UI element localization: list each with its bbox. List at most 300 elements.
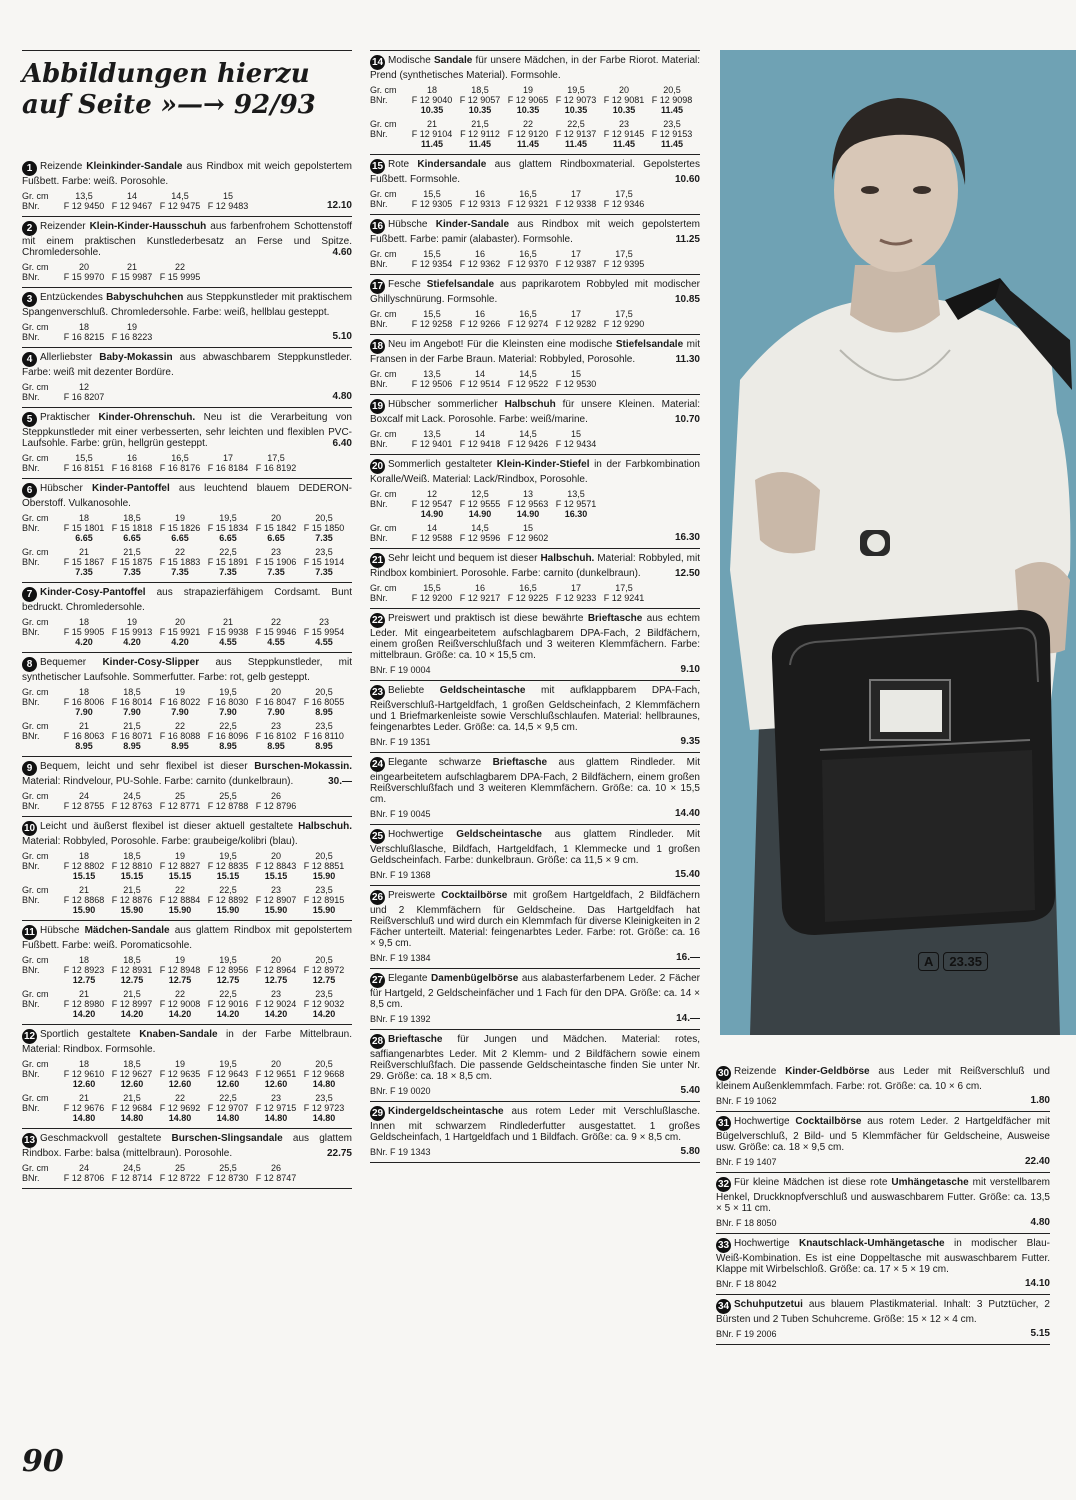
catalog-entry: [22, 1025, 352, 1129]
order-number-row: [22, 523, 352, 533]
size-table: [370, 369, 700, 389]
product-name: Geldscheintasche: [439, 685, 526, 696]
order-number: F 12 8980: [63, 999, 105, 1009]
size-price: 14.20: [264, 1009, 288, 1019]
description-prefix: Bequem, leicht und sehr flexibel ist dieser: [40, 761, 255, 772]
catalog-entry: [716, 1062, 1050, 1112]
order-number: F 16 8110: [304, 731, 344, 741]
size-value: 19: [126, 617, 137, 627]
order-number: F 16 8102: [255, 731, 297, 741]
size-value: 18,5: [123, 687, 141, 697]
order-number: F 16 8022: [159, 697, 201, 707]
size-price: 14.80: [120, 1113, 144, 1123]
order-number: F 12 9530: [555, 379, 597, 389]
order-number: F 15 1914: [303, 557, 345, 567]
size-price: 15.90: [264, 905, 288, 915]
description-text: aus glattem Rindbox mit gepolstertem Fußbett. Farbe: weiß. Poromaticsohle.: [22, 925, 352, 951]
order-number: F 12 9258: [411, 319, 453, 329]
size-label: Gr. cm: [22, 1059, 49, 1069]
order-number: F 12 8722: [159, 1173, 201, 1183]
size-value: 22: [174, 547, 185, 557]
size-table: [22, 547, 352, 577]
size-row: [370, 489, 700, 499]
item-number-badge: 12: [23, 1031, 36, 1042]
order-number: F 12 8964: [255, 965, 297, 975]
product-name: Brieftasche: [388, 1034, 443, 1045]
order-number: BNr. F 19 1062: [716, 1096, 777, 1106]
order-number: F 12 8835: [207, 861, 249, 871]
size-value: 22: [174, 721, 185, 731]
item-number-badge: 5: [22, 412, 37, 427]
size-table: [22, 687, 352, 717]
price-row: [22, 1113, 352, 1123]
order-number: F 12 9104: [411, 129, 453, 139]
order-line: [370, 665, 700, 675]
order-number: F 12 8843: [255, 861, 297, 871]
entry-description: [370, 890, 700, 949]
size-price: 15.90: [120, 905, 144, 915]
product-name: Brieftasche: [587, 613, 643, 624]
order-number-label: BNr.: [22, 731, 40, 741]
size-row: [22, 513, 352, 523]
entry-description: [22, 1029, 352, 1055]
size-value: 16: [474, 309, 485, 319]
product-name: Brieftasche: [492, 757, 548, 768]
order-number-row: [370, 379, 700, 389]
size-price: 6.65: [267, 533, 285, 543]
size-value: 23,5: [315, 1093, 333, 1103]
description-prefix: Preiswerte: [388, 890, 442, 901]
size-price: 7.90: [267, 707, 285, 717]
description-text: in der Farbe Mittelbraun. Material: Rindbox. Formsohle.: [22, 1029, 353, 1055]
price-row-spacer: [22, 1079, 60, 1089]
description-prefix: Sportlich gestaltete: [40, 1029, 140, 1040]
size-label: Gr. cm: [22, 382, 49, 392]
order-number: F 12 9370: [507, 259, 549, 269]
size-value: 21,5: [123, 547, 141, 557]
order-number: F 16 8192: [255, 463, 297, 473]
size-price: 7.90: [123, 707, 141, 717]
order-number: F 12 9668: [303, 1069, 345, 1079]
item-number-badge: 32: [717, 1179, 730, 1190]
price: 10.60: [674, 174, 700, 185]
order-number: F 12 8923: [63, 965, 105, 975]
size-row: [22, 547, 352, 557]
order-number: F 15 1801: [63, 523, 105, 533]
size-value: 22: [270, 617, 281, 627]
size-price: 14.80: [72, 1113, 96, 1123]
order-number: F 12 8851: [303, 861, 345, 871]
description-prefix: Reizende: [40, 161, 87, 172]
product-name: Kindersandale: [417, 159, 487, 170]
size-value: 19: [174, 955, 185, 965]
item-number-badge: 17: [371, 281, 384, 292]
product-name: Sandale: [433, 55, 473, 66]
size-value: 12: [426, 489, 437, 499]
order-number: F 12 8915: [303, 895, 345, 905]
order-number: F 16 8071: [111, 731, 153, 741]
order-number-row: [22, 1173, 352, 1183]
size-label: Gr. cm: [370, 523, 397, 533]
order-line: [370, 1014, 700, 1024]
size-value: 22: [522, 119, 533, 129]
size-table: [22, 989, 352, 1019]
size-label: Gr. cm: [22, 687, 49, 697]
size-value: 18: [78, 851, 89, 861]
size-price: 7.35: [171, 567, 189, 577]
heading-pages: 92/93: [233, 90, 316, 120]
product-name: Burschen-Mokassin.: [254, 761, 352, 772]
size-table: [22, 721, 352, 751]
price: 11.25: [675, 234, 700, 245]
size-price: 15.15: [120, 871, 144, 881]
price: 1.80: [1030, 1096, 1050, 1106]
size-value: 19,5: [567, 85, 585, 95]
size-price: 14.80: [168, 1113, 192, 1123]
order-number-label: BNr.: [22, 523, 40, 533]
order-number-label: BNr.: [22, 1103, 40, 1113]
size-row: [22, 453, 352, 463]
description-prefix: Reizender: [40, 221, 90, 232]
size-value: 18: [78, 955, 89, 965]
price-row: [22, 707, 352, 717]
order-number-row: [22, 965, 352, 975]
size-value: 18: [78, 513, 89, 523]
order-number: F 12 9290: [603, 319, 645, 329]
product-name: Cocktailbörse: [441, 890, 508, 901]
size-value: 22,5: [219, 885, 237, 895]
order-number: F 12 9676: [63, 1103, 105, 1113]
size-value: 13,5: [567, 489, 585, 499]
order-number: F 12 9233: [555, 593, 597, 603]
description-prefix: Beliebte: [388, 685, 440, 696]
order-number-row: [22, 557, 352, 567]
size-price: 15.15: [72, 871, 96, 881]
order-number-label: BNr.: [370, 499, 388, 509]
description-prefix: Bequemer: [40, 657, 103, 668]
size-value: 12: [78, 382, 89, 392]
size-price: 7.90: [219, 707, 237, 717]
order-number-row: [370, 95, 700, 105]
price: 10.85: [674, 294, 700, 305]
size-label: Gr. cm: [370, 309, 397, 319]
size-row: [370, 309, 700, 319]
size-table: [370, 85, 700, 115]
size-price: 14.80: [312, 1079, 336, 1089]
size-price: 4.55: [315, 637, 333, 647]
size-value: 23: [270, 885, 281, 895]
size-table: [22, 382, 352, 402]
item-number-badge: 14: [371, 57, 384, 68]
order-number: F 15 1818: [111, 523, 153, 533]
order-number: F 16 8184: [207, 463, 249, 473]
size-table: [370, 249, 700, 269]
order-number: F 12 9395: [603, 259, 645, 269]
size-row: [22, 1059, 352, 1069]
order-number: F 12 8763: [111, 801, 153, 811]
order-number: F 16 8047: [255, 697, 297, 707]
size-price: 12.75: [168, 975, 192, 985]
size-price: 6.65: [75, 533, 93, 543]
size-price: 10.35: [612, 105, 636, 115]
size-row: [370, 85, 700, 95]
description-prefix: Hochwertige: [734, 1116, 796, 1127]
size-price: 14.80: [264, 1113, 288, 1123]
size-price: 10.35: [468, 105, 492, 115]
product-name: Kinder-Pantoffel: [91, 483, 170, 494]
order-number-label: BNr.: [370, 593, 388, 603]
order-line: [370, 1147, 700, 1157]
size-value: 17: [222, 453, 233, 463]
size-row: [22, 955, 352, 965]
size-value: 25: [174, 1163, 185, 1173]
size-value: 20,5: [315, 851, 333, 861]
order-number: F 12 9153: [651, 129, 693, 139]
order-number-row: [22, 1069, 352, 1079]
price: 14.—: [676, 1014, 700, 1024]
entry-description: [370, 459, 700, 485]
order-line: [716, 1096, 1050, 1106]
order-number: F 12 8802: [63, 861, 105, 871]
order-number: F 12 9522: [507, 379, 549, 389]
size-row: [22, 322, 352, 332]
product-name: Kinder-Geldbörse: [785, 1066, 870, 1077]
size-value: 22,5: [219, 547, 237, 557]
size-value: 25,5: [219, 1163, 237, 1173]
size-row: [370, 583, 700, 593]
order-number-label: BNr.: [22, 1069, 40, 1079]
order-number: F 12 9602: [507, 533, 549, 543]
description-prefix: Elegante schwarze: [388, 757, 493, 768]
description-prefix: Modische: [388, 55, 434, 66]
description-prefix: Geschmackvoll gestaltete: [40, 1133, 172, 1144]
price: 4.60: [332, 247, 352, 258]
heading-text: auf Seite: [22, 90, 152, 120]
size-value: 24,5: [123, 1163, 141, 1173]
price-row: [370, 139, 700, 149]
size-value: 22,5: [219, 721, 237, 731]
size-value: 15: [222, 191, 233, 201]
description-text: Material: Robbyled, mit Rindbox kombiniert. Porosohle. Farbe: carnito (dunkelbraun).: [370, 553, 700, 579]
order-number: F 12 8788: [207, 801, 249, 811]
size-value: 21,5: [471, 119, 489, 129]
size-price: 14.90: [420, 509, 444, 519]
size-value: 16: [474, 189, 485, 199]
size-value: 22: [174, 1093, 185, 1103]
size-row: [22, 721, 352, 731]
size-value: 15,5: [423, 249, 441, 259]
description-prefix: Sommerlich gestalteter: [388, 459, 497, 470]
catalog-entry: [370, 1030, 700, 1102]
size-value: 21: [78, 989, 89, 999]
order-number-row: [22, 201, 352, 211]
size-price: 11.45: [660, 139, 684, 149]
order-number: F 15 1842: [255, 523, 297, 533]
catalog-column-middle: [370, 50, 700, 1163]
description-text: in modischer Blau-Weiß-Kombination. Es ist eine Doppeltasche mit auswaschbarem Futter. Klappe mit Wirbelschloß. Größe: ca. 17 × 5 × 19 cm.: [716, 1238, 1050, 1275]
description-text: aus Rindbox mit weich gepolstertem Fußbett. Farbe: pamir (alabaster). Formsohle.: [370, 219, 700, 245]
description-prefix: Neu im Angebot! Für die Kleinsten eine modische: [388, 339, 616, 350]
order-number: F 15 1834: [207, 523, 249, 533]
size-price: 14.80: [216, 1113, 240, 1123]
size-value: 18,5: [471, 85, 489, 95]
size-value: 19,5: [219, 513, 237, 523]
size-value: 21,5: [123, 989, 141, 999]
description-prefix: Hübsche: [388, 219, 436, 230]
order-number-row: [22, 999, 352, 1009]
order-number-row: [22, 463, 352, 473]
entry-description: [716, 1177, 1050, 1214]
product-photo-young-man-with-shoulder-bag: [720, 50, 1076, 1035]
size-value: 21: [78, 547, 89, 557]
catalog-entry: [22, 217, 352, 288]
size-price: 4.20: [75, 637, 93, 647]
order-number-label: BNr.: [370, 439, 388, 449]
catalog-entry: [716, 1234, 1050, 1295]
photo-illustration: [720, 50, 1076, 1035]
size-value: 20: [618, 85, 629, 95]
order-number-label: BNr.: [370, 319, 388, 329]
size-price: 11.45: [468, 139, 492, 149]
order-number: F 12 9137: [555, 129, 597, 139]
product-name: Halbschuh.: [540, 553, 595, 564]
size-value: 16,5: [519, 583, 537, 593]
size-price: 8.95: [171, 741, 189, 751]
order-number: F 12 9225: [507, 593, 549, 603]
size-value: 15,5: [423, 189, 441, 199]
size-price: 7.90: [75, 707, 93, 717]
size-row: [22, 191, 352, 201]
description-text: für unsere Kleinen. Material: Boxcalf mit Lack. Porosohle. Farbe: weiß/marine.: [370, 399, 700, 425]
price-row: [22, 1009, 352, 1019]
description-text: aus glattem Rindleder. Mit Verschlußlasche, Bildfach, Hartgeldfach, 1 Klemmecke und 1 großen Geldscheinfach. Farbe: dunkelbraun. Größe: ca 11,5 × 9 cm.: [370, 829, 701, 866]
order-number: F 12 9282: [555, 319, 597, 329]
product-name: Knaben-Sandale: [139, 1029, 218, 1040]
size-price: 12.75: [312, 975, 336, 985]
page-number: 90: [22, 1444, 64, 1479]
description-text: aus rotem Leder mit Verschlußlasche. Innen mit schwarzem Rindlederfutter ausgestattet. 1 großes Geldscheinfach, 1 Hartgeldfach und 1 Bildfach. Größe: ca. 9 × 8,5 cm.: [370, 1106, 700, 1143]
product-name: Stiefelsandale: [426, 279, 495, 290]
entry-description: [22, 221, 352, 258]
item-number-badge: 25: [371, 831, 384, 842]
description-prefix: Fesche: [388, 279, 427, 290]
size-value: 23: [318, 617, 329, 627]
size-value: 21: [78, 1093, 89, 1103]
price: 10.70: [674, 414, 700, 425]
size-value: 18,5: [123, 513, 141, 523]
order-number-row: [22, 627, 352, 637]
order-number-label: BNr.: [370, 199, 388, 209]
order-number: BNr. F 19 2006: [716, 1329, 777, 1339]
size-price: 15.15: [168, 871, 192, 881]
entry-description: [370, 613, 700, 661]
price-row: [22, 741, 352, 751]
size-price: 4.55: [267, 637, 285, 647]
description-text: aus alabasterfarbenem Leder. 2 Fächer für Hartgeld, 2 Geldscheinfächer und 1 Fach für den DPA. Größe: ca. 14 × 8,5 cm.: [370, 973, 700, 1010]
catalog-entry: [370, 155, 700, 215]
size-label: Gr. cm: [370, 583, 397, 593]
order-number-label: BNr.: [22, 272, 40, 282]
size-label: Gr. cm: [22, 1163, 49, 1173]
order-number: F 12 9643: [207, 1069, 249, 1079]
description-prefix: Hübscher: [40, 483, 92, 494]
size-value: 25: [174, 791, 185, 801]
size-value: 17,5: [267, 453, 285, 463]
order-line: [370, 870, 700, 880]
size-row: [370, 369, 700, 379]
description-text: Material: Rindvelour, PU-Sohle. Farbe: carnito (dunkelbraun).: [22, 776, 294, 787]
size-value: 17,5: [615, 249, 633, 259]
order-number: F 12 8868: [63, 895, 105, 905]
product-name: Umhängetasche: [891, 1177, 969, 1188]
order-number: F 16 8030: [207, 697, 249, 707]
size-value: 19: [174, 513, 185, 523]
order-number: F 16 8088: [159, 731, 201, 741]
order-number: F 15 9921: [159, 627, 201, 637]
order-number: BNr. F 19 0045: [370, 809, 431, 819]
size-table: [22, 851, 352, 881]
catalog-entry: [370, 886, 700, 969]
product-name: Klein-Kinder-Stiefel: [496, 459, 590, 470]
size-value: 18,5: [123, 955, 141, 965]
size-row: [370, 249, 700, 259]
order-number: F 12 9305: [411, 199, 453, 209]
order-number-row: [370, 199, 700, 209]
product-name: Knautschlack-Umhängetasche: [798, 1238, 945, 1249]
size-value: 19: [174, 851, 185, 861]
size-value: 22,5: [567, 119, 585, 129]
order-number: F 15 1883: [159, 557, 201, 567]
catalog-entry: [22, 653, 352, 757]
order-number-row: [370, 439, 700, 449]
size-price: 15.15: [216, 871, 240, 881]
order-number: F 16 8223: [111, 332, 153, 342]
size-label: Gr. cm: [22, 791, 49, 801]
order-number-label: BNr.: [22, 965, 40, 975]
size-price: 14.20: [312, 1009, 336, 1019]
entry-description: [370, 829, 700, 866]
price-row: [22, 637, 352, 647]
size-row: [22, 1093, 352, 1103]
price: 12.50: [674, 568, 700, 579]
size-label: Gr. cm: [370, 369, 397, 379]
order-number: F 12 9024: [255, 999, 297, 1009]
order-number-row: [370, 499, 700, 509]
product-name: Kinder-Cosy-Pantoffel: [40, 587, 146, 598]
order-line: [370, 809, 700, 819]
entry-description: [22, 657, 352, 683]
order-number: F 15 1875: [111, 557, 153, 567]
size-value: 20,5: [315, 1059, 333, 1069]
size-price: 12.75: [72, 975, 96, 985]
product-name: Klein-Kinder-Hausschuh: [89, 221, 207, 232]
entry-list: [716, 1062, 1050, 1345]
size-value: 13: [522, 489, 533, 499]
entry-description: [370, 279, 700, 305]
size-label: Gr. cm: [22, 721, 49, 731]
order-number: F 12 8997: [111, 999, 153, 1009]
order-number: F 16 8055: [303, 697, 345, 707]
size-value: 19,5: [219, 851, 237, 861]
order-number-label: BNr.: [22, 463, 40, 473]
catalog-entry: [370, 335, 700, 395]
order-line: [716, 1329, 1050, 1339]
price-row: [22, 533, 352, 543]
description-text: aus blauem Plastikmaterial. Inhalt: 3 Putztücher, 2 Bürsten und 2 Tuben Schuhcreme. Größe: 15 × 12 × 4 cm.: [716, 1299, 1050, 1325]
entry-description: [22, 587, 352, 613]
size-price: 12.75: [120, 975, 144, 985]
size-value: 18: [78, 1059, 89, 1069]
